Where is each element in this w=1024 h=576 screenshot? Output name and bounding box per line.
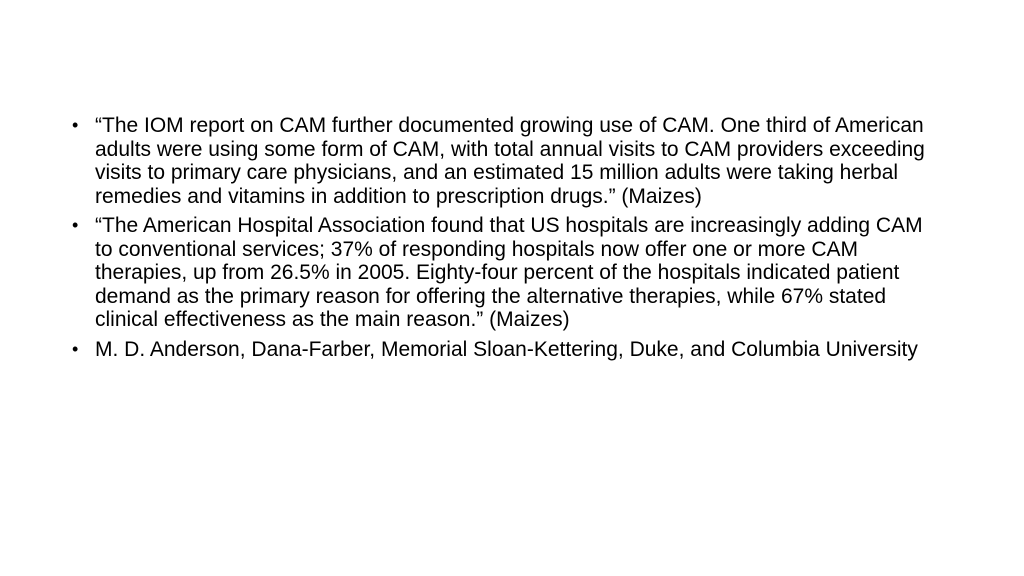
bullet-text: “The IOM report on CAM further documented growing use of CAM. One third of American adults were using some form of CAM, with total annual visits to CAM providers exceeding visits to primary care physicians, and an estimated 15 million adults were taking herbal remedies and vitamins in addition to prescription drugs.” (Maizes) — [95, 114, 925, 208]
bullet-item-iom-report — [72, 114, 932, 208]
bullet-list — [72, 114, 932, 367]
bullet-dot-icon: • — [72, 338, 79, 359]
bullet-dot-icon: • — [72, 115, 79, 135]
bullet-item-aha-finding — [72, 214, 932, 332]
bullet-item-institutions — [72, 338, 932, 362]
bullet-dot-icon: • — [72, 215, 79, 235]
bullet-text: M. D. Anderson, Dana-Farber, Memorial Sloan-Kettering, Duke, and Columbia University — [95, 337, 918, 361]
bullet-text: “The American Hospital Association found that US hospitals are increasingly adding CAM to conventional services; 37% of responding hospitals now offer one or more CAM therapies, up from 26.5% in 2005. Eighty-four percent of the hospitals indicated patient demand as the primary reason for offering the alternative therapies, while 67% stated clinical effectiveness as the main reason.” (Maizes) — [95, 214, 923, 331]
